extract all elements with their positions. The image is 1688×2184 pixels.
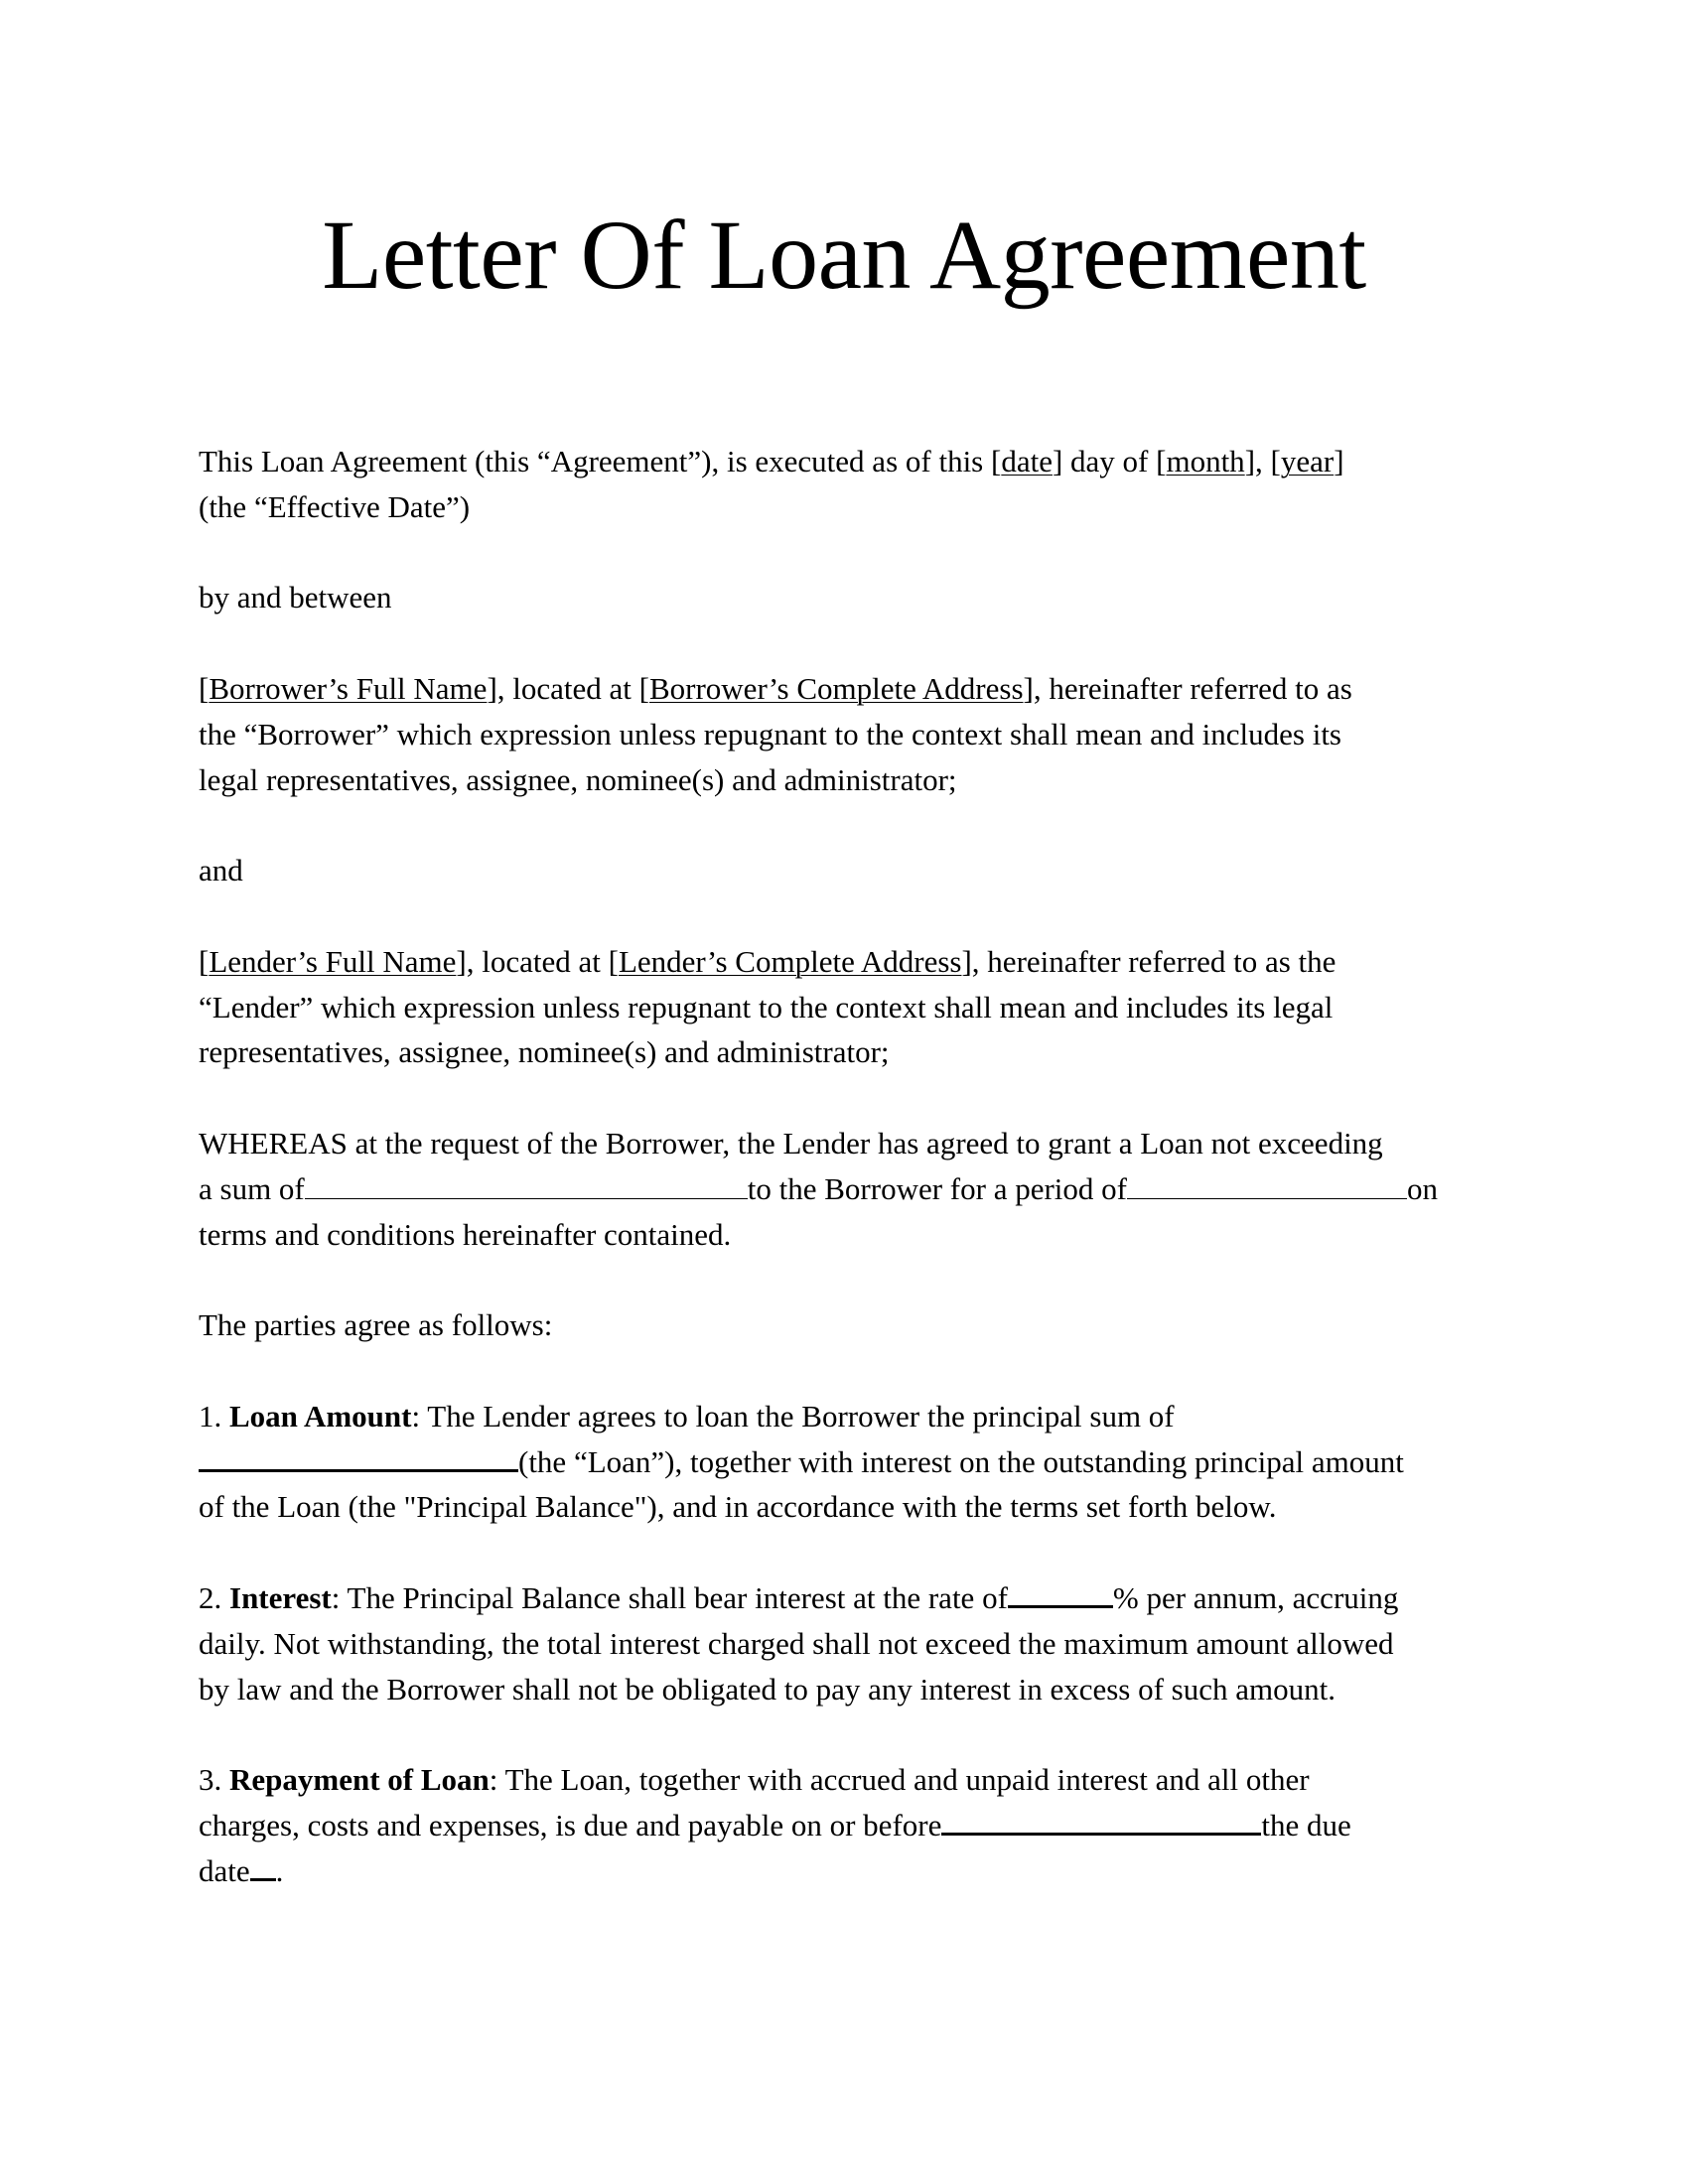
lender-text: ], located at [	[456, 943, 619, 979]
whereas-paragraph	[199, 1121, 1499, 1257]
clause-2-line-2: daily. Not withstanding, the total interest charged shall not exceed the maximum amount allowed	[199, 1625, 1394, 1661]
and-label	[199, 848, 1499, 893]
intro-text: ], [	[1244, 444, 1281, 478]
loan-sum-blank[interactable]	[305, 1172, 748, 1199]
lender-paragraph	[199, 939, 1499, 1075]
bracket: [	[199, 670, 210, 706]
clause-number: 3.	[199, 1762, 229, 1798]
clause-text: : The Loan, together with accrued and unpaid interest and all other	[489, 1762, 1310, 1798]
clause-heading: Repayment of Loan	[229, 1762, 490, 1798]
lender-text: ], hereinafter referred to as the	[961, 943, 1336, 979]
whereas-text: to the Borrower for a period of	[747, 1170, 1127, 1206]
whereas-line-3: terms and conditions hereinafter contained.	[199, 1216, 732, 1252]
borrower-address-field[interactable]: Borrower’s Complete Address	[648, 670, 1024, 706]
bracket: [	[199, 943, 210, 979]
intro-paragraph	[199, 439, 1499, 530]
lender-line-2: “Lender” which expression unless repugnant to the context shall mean and includes its legal	[199, 989, 1334, 1024]
clause-text: date	[199, 1852, 250, 1888]
clause-text: : The Principal Balance shall bear interest at the rate of	[331, 1579, 1008, 1615]
clause-text: : The Lender agrees to loan the Borrower the principal sum of	[411, 1398, 1175, 1433]
document-body	[199, 439, 1499, 1939]
whereas-text: on	[1406, 1170, 1438, 1206]
interest-rate-blank[interactable]	[1008, 1579, 1113, 1608]
borrower-name-field[interactable]: Borrower’s Full Name	[209, 670, 488, 706]
clause-number: 2.	[199, 1579, 229, 1615]
borrower-line-3: legal representatives, assignee, nominee(s) and administrator;	[199, 761, 957, 797]
clause-text: % per annum, accruing	[1112, 1579, 1399, 1615]
date-blank[interactable]	[250, 1852, 276, 1881]
clause-3-line-1	[199, 1757, 1499, 1803]
principal-sum-blank[interactable]	[199, 1443, 518, 1472]
lender-name-field[interactable]: Lender’s Full Name	[209, 943, 457, 979]
clause-1-line-3: of the Loan (the "Principal Balance"), and in accordance with the terms set forth below.	[199, 1489, 1277, 1525]
lender-address-field[interactable]: Lender’s Complete Address	[618, 943, 962, 979]
document-title: Letter Of Loan Agreement	[322, 200, 1366, 310]
borrower-text: ], hereinafter referred to as	[1023, 670, 1352, 706]
intro-text: This Loan Agreement (this “Agreement”), is executed as of this [	[199, 444, 1002, 478]
clause-3-line-3	[199, 1848, 1499, 1894]
parties-agree	[199, 1302, 1499, 1348]
by-and-between	[199, 575, 1499, 620]
whereas-line-2	[199, 1166, 1499, 1212]
clause-1-line-1	[199, 1394, 1499, 1439]
clause-2-line-1	[199, 1575, 1499, 1621]
whereas-text: a sum of	[199, 1170, 305, 1206]
clause-1-line-2	[199, 1439, 1499, 1485]
date-field[interactable]: date	[1001, 444, 1053, 478]
year-field[interactable]: year	[1280, 444, 1335, 478]
intro-text: ]	[1334, 444, 1344, 478]
due-date-blank[interactable]	[941, 1807, 1261, 1836]
clause-text: .	[275, 1852, 284, 1888]
borrower-line-1	[199, 666, 1499, 712]
clause-heading: Loan Amount	[229, 1398, 412, 1433]
clause-loan-amount	[199, 1394, 1499, 1530]
and-text: and	[199, 853, 243, 888]
clause-heading: Interest	[229, 1579, 332, 1615]
month-field[interactable]: month	[1166, 444, 1245, 478]
intro-line-2: (the “Effective Date”)	[199, 488, 471, 524]
clause-text: charges, costs and expenses, is due and payable on or before	[199, 1807, 942, 1843]
borrower-line-2: the “Borrower” which expression unless repugnant to the context shall mean and includes its	[199, 716, 1341, 751]
intro-line-1	[199, 439, 1499, 484]
clause-interest	[199, 1575, 1499, 1711]
lender-line-3: representatives, assignee, nominee(s) and administrator;	[199, 1034, 890, 1070]
clause-2-line-3: by law and the Borrower shall not be obligated to pay any interest in excess of such amount.	[199, 1671, 1336, 1706]
whereas-line-1: WHEREAS at the request of the Borrower, the Lender has agreed to grant a Loan not exceeding	[199, 1125, 1383, 1160]
by-and-between-text: by and between	[199, 580, 392, 615]
clause-3-line-2	[199, 1803, 1499, 1848]
parties-agree-text: The parties agree as follows:	[199, 1307, 553, 1343]
clause-text: (the “Loan”), together with interest on the outstanding principal amount	[518, 1443, 1404, 1479]
borrower-paragraph	[199, 666, 1499, 802]
clause-repayment	[199, 1757, 1499, 1893]
intro-text: ] day of [	[1052, 444, 1167, 478]
loan-period-blank[interactable]	[1127, 1172, 1407, 1199]
borrower-text: ], located at [	[487, 670, 649, 706]
lender-line-1	[199, 939, 1499, 985]
clause-text: the due	[1261, 1807, 1351, 1843]
clause-number: 1.	[199, 1398, 229, 1433]
